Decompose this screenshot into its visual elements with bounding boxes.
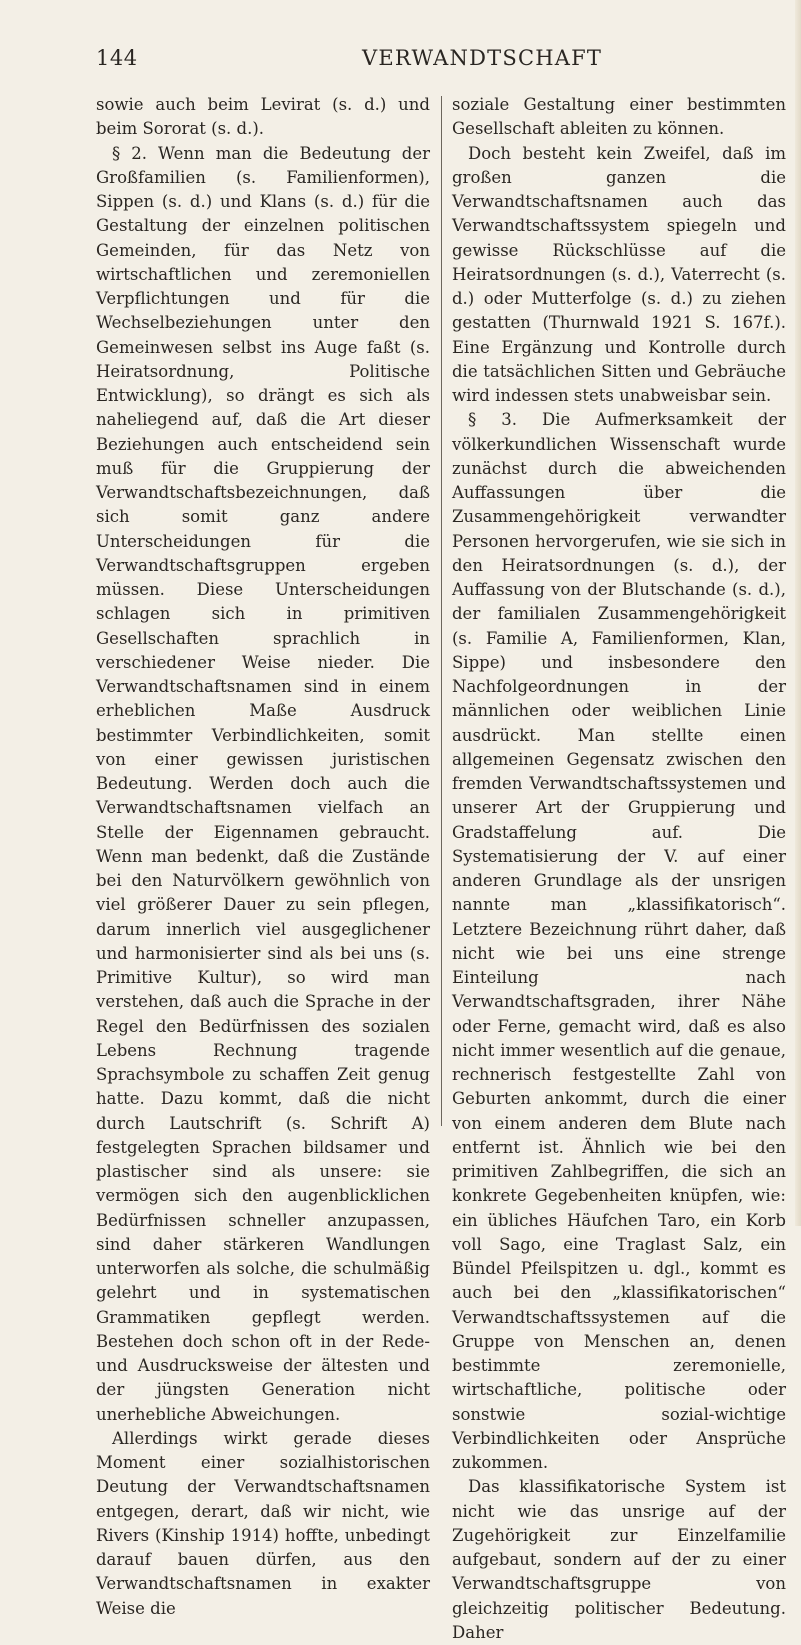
paragraph: sowie auch beim Levirat (s. d.) und beim Sororat (s. d.). (96, 95, 430, 139)
paragraph: Doch besteht kein Zweifel, daß im großen ganzen die Verwandtschaftsnamen auch das Verwandtschaftssystem spiegeln und gewisse Rückschlüsse auf die Heiratsordnungen (s. d.), Vaterrecht (s. d.) oder Mutterfolge (s. d.) zu ziehen gestatten (Thurnwald 1921 S. 167f.). Eine Ergänzung und Kontrolle durch die tatsächlichen Sitten und Gebräuche wird indessen stets unabweisbar sein. (452, 143, 786, 405)
left-column (96, 93, 430, 1621)
page-edge (795, 0, 801, 1226)
paragraph: § 3. Die Aufmerksamkeit der völkerkundlichen Wissenschaft wurde zunächst durch die abweichenden Auffassungen über die Zusammengehörigkeit verwandter Personen hervorgerufen, wie sie sich in den Heiratsordnungen (s. d.), der Auffassung von der Blutschande (s. d.), der familialen Zusammengehörigkeit (s. Familie A, Familienformen, Klan, Sippe) und insbesondere den Nachfolgeordnungen in der männlichen oder weiblichen Linie ausdrückt. Man stellte einen allgemeinen Gegensatz zwischen den fremden Verwandtschaftssystemen und unserer Art der Gruppierung und Gradstaffelung auf. Die Systematisierung der V. auf einer anderen Grundlage als der unsrigen nannte man „klassifikatorisch“. Letztere Bezeichnung rührt daher, daß nicht wie bei uns eine strenge Einteilung nach Verwandtschaftsgraden, ihrer Nähe oder Ferne, gemacht wird, daß es also nicht immer wesentlich auf die genaue, rechnerisch festgestellte Zahl von Geburten ankommt, durch die einer von einem anderen dem Blute nach entfernt ist. Ähnlich wie bei den primitiven Zahlbegriffen, die sich an konkrete Gegebenheiten knüpfen, wie: ein übliches Häufchen Taro, ein Korb voll Sago, eine Traglast Salz, ein Bündel Pfeilspitzen u. dgl., kommt es auch bei den „klassifikatorischen“ Verwandtschaftssystemen auf die Gruppe von Menschen an, denen bestimmte zeremonielle, wirtschaftliche, politische oder sonstwie sozial-wichtige Verbindlichkeiten oder Ansprüche zukommen. (452, 410, 786, 1472)
running-head: VERWANDTSCHAFT (362, 46, 603, 70)
page-number: 144 (96, 46, 138, 70)
paragraph: § 2. Wenn man die Bedeutung der Großfamilien (s. Familienformen), Sippen (s. d.) und Klans (s. d.) für die Gestaltung der einzelnen politischen Gemeinden, für das Netz von wirtschaftlichen und zeremoniellen Verpflichtungen und für die Wechselbeziehungen unter den Gemeinwesen selbst ins Auge faßt (s. Heiratsordnung, Politische Entwicklung), so drängt es sich als naheliegend auf, daß die Art dieser Beziehungen auch entscheidend sein muß für die Gruppierung der Verwandtschaftsbezeichnungen, daß sich somit ganz andere Unterscheidungen für die Verwandtschaftsgruppen ergeben müssen. Diese Unterscheidungen schlagen sich in primitiven Gesellschaften sprachlich in verschiedener Weise nieder. Die Verwandtschaftsnamen sind in einem erheblichen Maße Ausdruck bestimmter Verbindlichkeiten, somit von einer gewissen juristischen Bedeutung. Werden doch auch die Verwandtschaftsnamen vielfach an Stelle der Eigennamen gebraucht. Wenn man bedenkt, daß die Zustände bei den Naturvölkern gewöhnlich von viel größerer Dauer zu sein pflegen, darum innerlich viel ausgeglichener und harmonisierter sind als bei uns (s. Primitive Kultur), so wird man verstehen, daß auch die Sprache in der Regel den Bedürfnissen des sozialen Lebens Rechnung tragende Sprachsymbole zu schaffen Zeit genug hatte. Dazu kommt, daß die nicht durch Lautschrift (s. Schrift A) festgelegten Sprachen bildsamer und plastischer sind als unsere: sie vermögen sich den augenblicklichen Bedürfnissen schneller anzupassen, sind daher stärkeren Wandlungen unterworfen als solche, die schulmäßig gelehrt und in systematischen Grammatiken gepflegt werden. Bestehen doch schon oft in der Rede- und Ausdrucksweise der ältesten und der jüngsten Generation nicht unerhebliche Abweichungen. (96, 143, 430, 1424)
paragraph: soziale Gestaltung einer bestimmten Gesellschaft ableiten zu können. (452, 95, 786, 139)
column-divider (441, 96, 442, 1126)
paragraph: Allerdings wirkt gerade dieses Moment einer sozialhistorischen Deutung der Verwandtschaftsnamen entgegen, derart, daß wir nicht, wie Rivers (Kinship 1914) hoffte, unbedingt darauf bauen dürfen, aus den Verwandtschaftsnamen in exakter Weise die (96, 1428, 430, 1618)
right-column (452, 93, 786, 1645)
paragraph: Das klassifikatorische System ist nicht wie das unsrige auf der Zugehörigkeit zur Einzelfamilie aufgebaut, sondern auf der zu einer Verwandtschaftsgruppe von gleichzeitig politischer Bedeutung. Daher (452, 1477, 786, 1642)
